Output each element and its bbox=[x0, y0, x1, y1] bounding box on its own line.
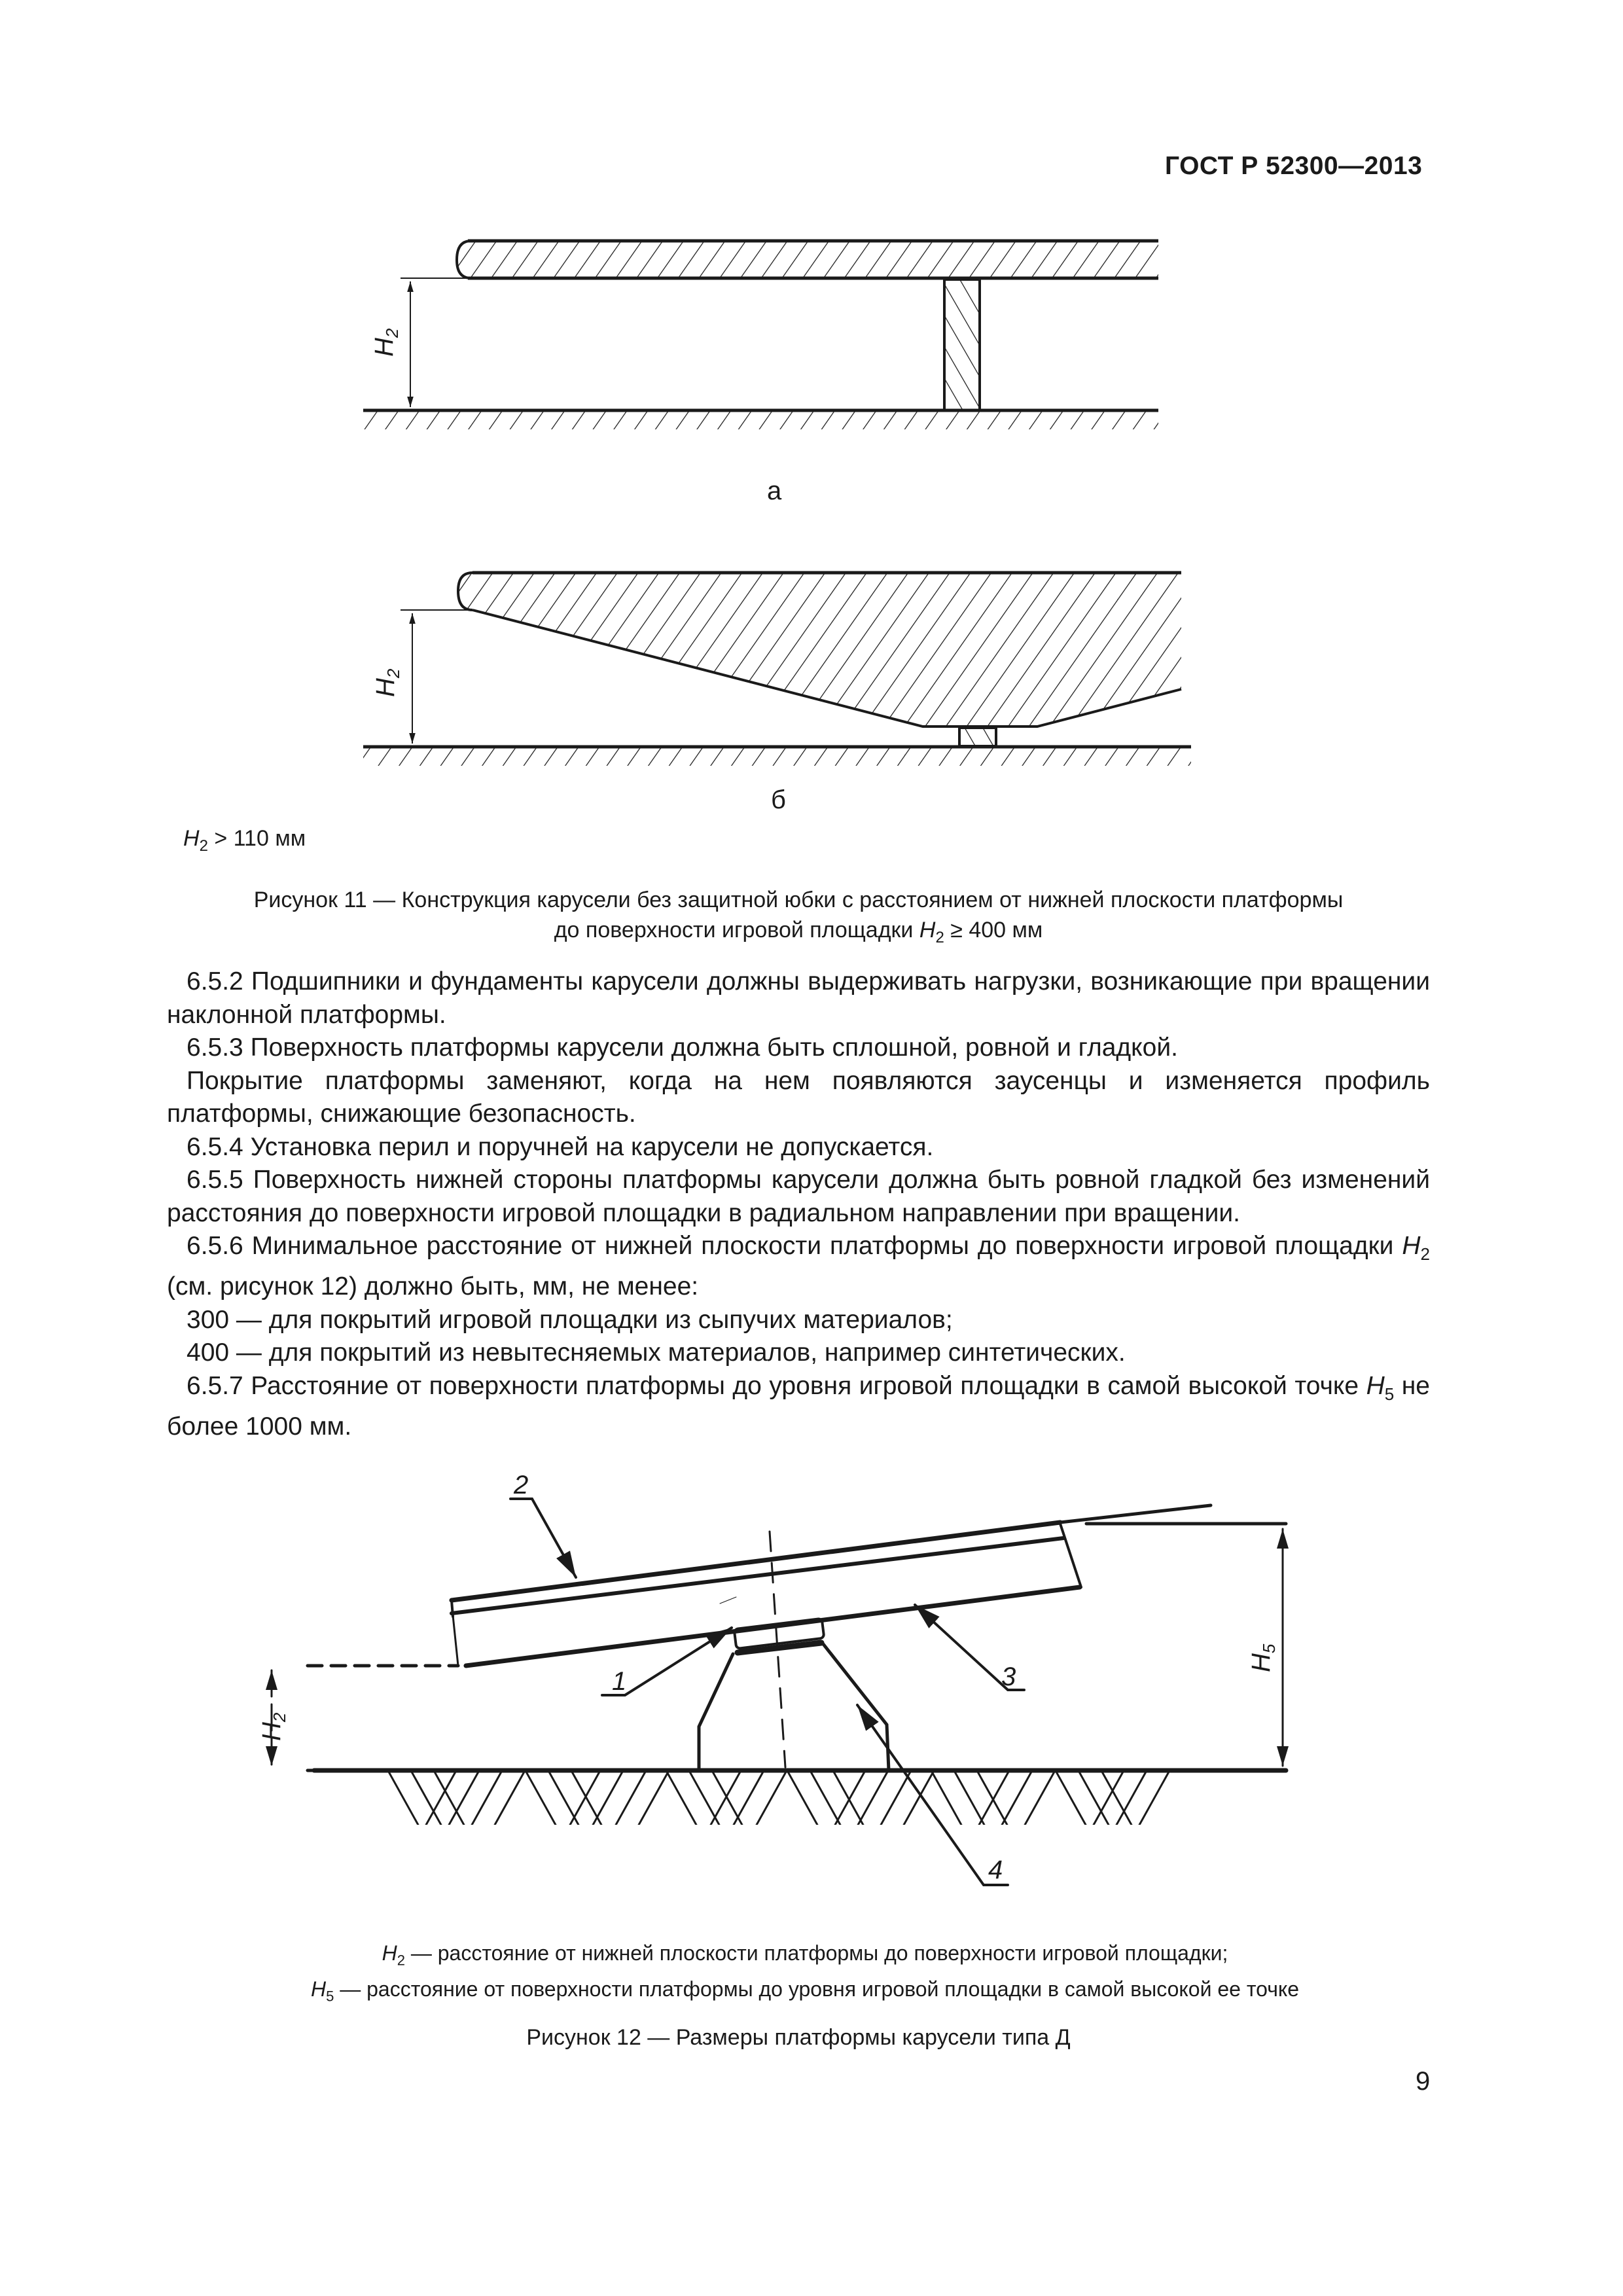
clause-text: не более 1000 мм. bbox=[167, 1371, 1430, 1441]
subscript: 5 bbox=[1384, 1384, 1395, 1404]
symbol-h: H bbox=[310, 1977, 327, 2001]
figure-12-legend bbox=[196, 1939, 1414, 2011]
clause-6-5-3: 6.5.3 Поверхность платформы карусели должна быть сплошной, ровной и гладкой. bbox=[187, 1033, 1178, 1062]
legend-text: — расстояние от поверхности платформы до уровня игровой площадки в самой высокой ее точке bbox=[334, 1977, 1300, 2001]
dimension-h2-label: $H_2$ bbox=[371, 668, 403, 697]
subscript: 2 bbox=[1420, 1244, 1430, 1264]
ground-hatching bbox=[386, 1767, 1171, 1826]
legend-h2 bbox=[196, 1939, 1414, 1975]
page-number: 9 bbox=[1416, 2067, 1431, 2096]
caption-line-1: Рисунок 11 — Конструкция карусели без защитной юбки с расстоянием от нижней плоскости платформы bbox=[253, 888, 1344, 912]
callout-4: 4 bbox=[988, 1856, 1003, 1884]
figure-11b-label: б bbox=[771, 785, 786, 814]
symbol-h: H bbox=[919, 918, 936, 942]
callout-3: 3 bbox=[1001, 1662, 1016, 1691]
clause-6-5-3-cont: Покрытие платформы заменяют, когда на нем появляются заусенцы и изменяется профиль платформы, снижающие безопасность. bbox=[167, 1066, 1430, 1128]
dimension-h2-label: $H_2$ bbox=[257, 1712, 289, 1741]
symbol-h: H bbox=[382, 1941, 397, 1965]
figure-12-caption: Рисунок 12 — Размеры платформы карусели типа Д bbox=[526, 2025, 1071, 2050]
list-item-400: 400 — для покрытий из невытесняемых материалов, например синтетических. bbox=[187, 1338, 1126, 1367]
subscript: 5 bbox=[326, 1988, 334, 2005]
clause-text: (см. рисунок 12) должно быть, мм, не менее: bbox=[167, 1272, 699, 1301]
callout-1: 1 bbox=[612, 1667, 627, 1696]
caption-text: ≥ 400 мм bbox=[944, 918, 1043, 942]
dimension-h5-label: $H_5$ bbox=[1247, 1643, 1279, 1672]
subscript: 2 bbox=[397, 1952, 405, 1969]
subscript: 2 bbox=[199, 836, 208, 855]
clause-6-5-4: 6.5.4 Установка перил и поручней на карусели не допускается. bbox=[187, 1132, 934, 1161]
caption-text: до поверхности игровой площадки bbox=[554, 918, 919, 942]
legend-h5 bbox=[196, 1975, 1414, 2011]
subscript: 2 bbox=[935, 928, 944, 946]
note-text: > 110 мм bbox=[207, 826, 306, 851]
document-standard-id: ГОСТ Р 52300—2013 bbox=[1165, 152, 1423, 180]
dimension-h2-label: $H_2$ bbox=[370, 328, 402, 357]
symbol-h: H bbox=[1366, 1371, 1385, 1400]
symbol-h: H bbox=[183, 826, 200, 851]
clause-6-5-2: 6.5.2 Подшипники и фундаменты карусели должны выдерживать нагрузки, возникающие при вращении наклонной платформы. bbox=[167, 967, 1430, 1029]
symbol-h: H bbox=[1402, 1232, 1421, 1260]
legend-text: — расстояние от нижней плоскости платформы до поверхности игровой площадки; bbox=[404, 1941, 1228, 1965]
clause-text: 6.5.6 Минимальное расстояние от нижней плоскости платформы до поверхности игровой площадки bbox=[187, 1232, 1402, 1260]
callout-2: 2 bbox=[514, 1471, 529, 1499]
clause-6-5-5: 6.5.5 Поверхность нижней стороны платформы карусели должна быть ровной гладкой без изменений расстояния до поверхности игровой площадки в радиальном направлении при вращении. bbox=[167, 1166, 1430, 1227]
figure-11a-label: а bbox=[767, 476, 782, 505]
list-item-300: 300 — для покрытий игровой площадки из сыпучих материалов; bbox=[187, 1305, 953, 1334]
clause-text: 6.5.7 Расстояние от поверхности платформы до уровня игровой площадки в самой высокой точке bbox=[187, 1371, 1366, 1400]
